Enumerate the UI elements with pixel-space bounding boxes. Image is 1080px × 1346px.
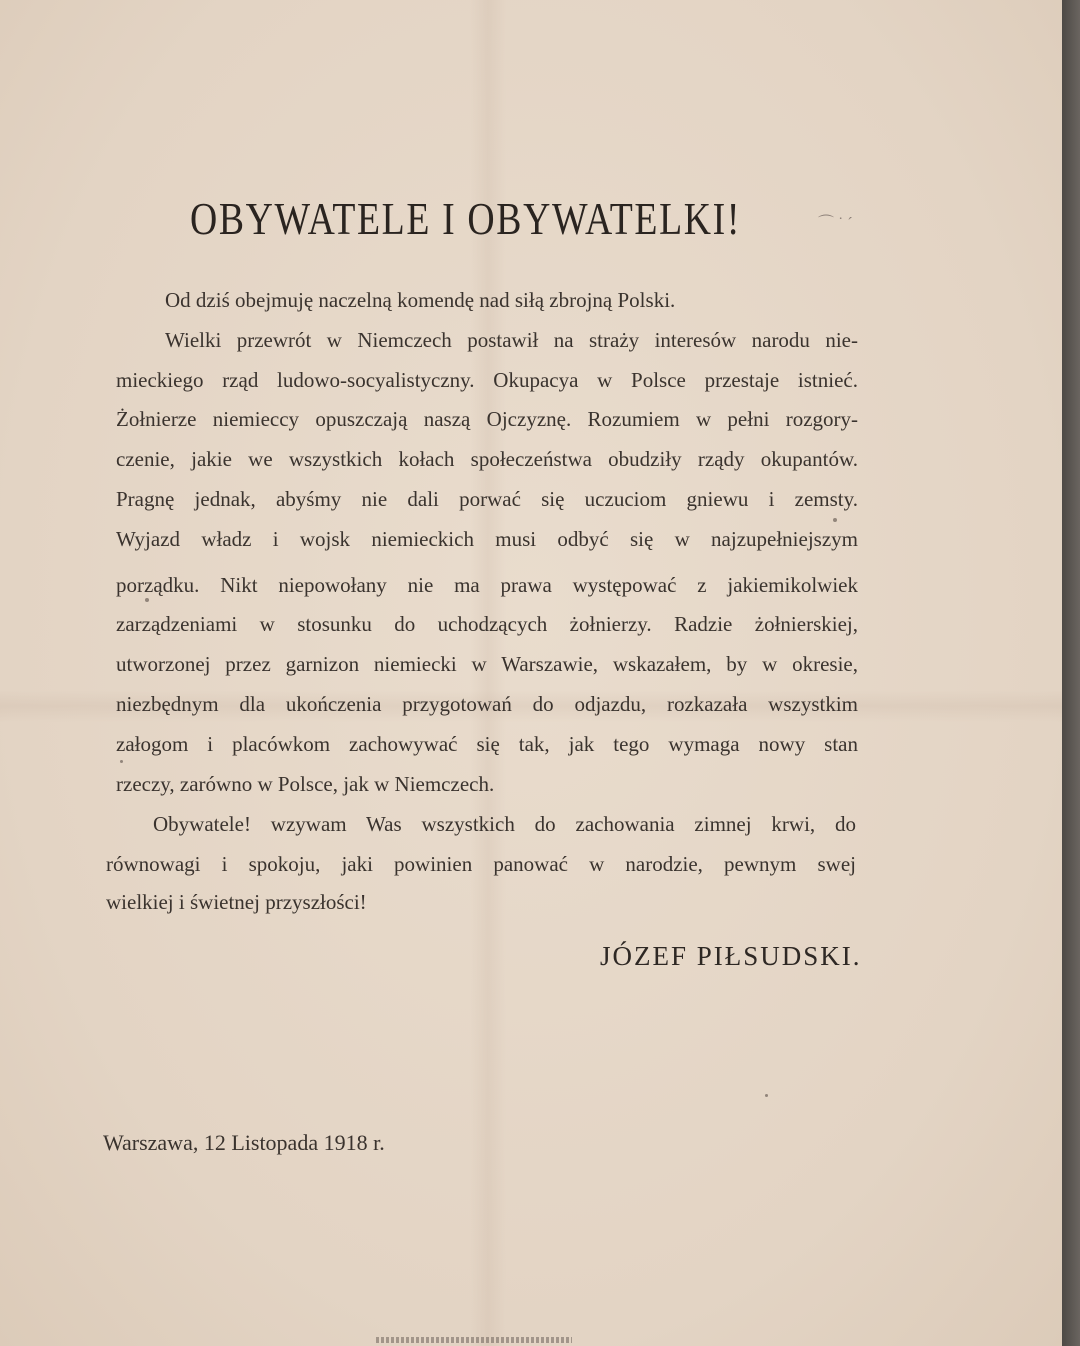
text-line: rzeczy, zarówno w Polsce, jak w Niemczech. xyxy=(116,772,495,796)
text-line: czenie, jakie we wszystkich kołach społeczeństwa obudziły rządy okupantów. xyxy=(116,447,858,471)
ink-mark: ⌒ ˙ ´ xyxy=(818,215,853,232)
text-line: wielkiej i świetnej przyszłości! xyxy=(106,890,367,914)
paper-speck xyxy=(145,598,149,602)
text-line: mieckiego rząd ludowo-socyalistyczny. Okupacya w Polsce przestaje istnieć. xyxy=(116,368,858,392)
text-line: niezbędnym dla ukończenia przygotowań do odjazdu, rozkazała wszystkim xyxy=(116,692,858,716)
paper-speck xyxy=(765,1094,768,1097)
paper-speck xyxy=(120,760,123,763)
place-and-date: Warszawa, 12 Listopada 1918 r. xyxy=(103,1130,385,1155)
text-line: Pragnę jednak, abyśmy nie dali porwać się uczuciom gniewu i zemsty. xyxy=(116,487,858,511)
text-line: utworzonej przez garnizon niemiecki w Warszawie, wskazałem, by w okresie, xyxy=(116,652,858,676)
document-title: OBYWATELE I OBYWATELKI! xyxy=(190,193,742,244)
text-line: Żołnierze niemieccy opuszczają naszą Ojczyznę. Rozumiem w pełni rozgory- xyxy=(116,407,858,431)
scan-border xyxy=(1062,0,1080,1346)
text-line: zarządzeniami w stosunku do uchodzących żołnierzy. Radzie żołnierskiej, xyxy=(116,612,858,636)
text-line: Od dziś obejmuję naczelną komendę nad siłą zbrojną Polski. xyxy=(165,288,676,312)
paper-speck xyxy=(833,518,837,522)
signature: JÓZEF PIŁSUDSKI. xyxy=(600,941,862,971)
text-line: Wielki przewrót w Niemczech postawił na straży interesów narodu nie- xyxy=(165,328,858,352)
text-line: porządku. Nikt niepowołany nie ma prawa występować z jakiemikolwiek xyxy=(116,573,858,597)
text-line: Wyjazd władz i wojsk niemieckich musi odbyć się w najzupełniejszym xyxy=(116,527,858,551)
text-line: Obywatele! wzywam Was wszystkich do zachowania zimnej krwi, do xyxy=(153,812,856,836)
printer-imprint xyxy=(376,1337,572,1343)
text-line: załogom i placówkom zachowywać się tak, jak tego wymaga nowy stan xyxy=(116,732,858,756)
text-line: równowagi i spokoju, jaki powinien panować w narodzie, pewnym swej xyxy=(106,852,856,876)
